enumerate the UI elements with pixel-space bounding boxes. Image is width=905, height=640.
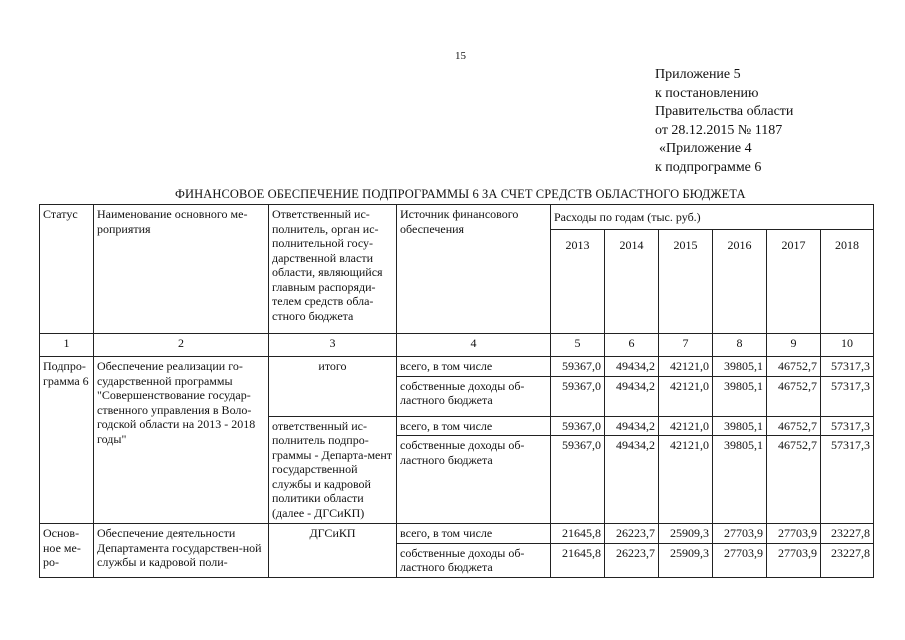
value-cell: 26223,7 [605, 524, 659, 544]
column-number: 1 [40, 334, 94, 357]
column-number: 2 [94, 334, 269, 357]
value-cell: 46752,7 [767, 357, 821, 377]
column-number: 7 [659, 334, 713, 357]
source-cell: всего, в том числе [397, 416, 551, 436]
value-cell: 23227,8 [821, 524, 874, 544]
value-cell: 27703,9 [767, 543, 821, 577]
source-cell: собственные доходы об-ластного бюджета [397, 376, 551, 416]
value-cell: 57317,3 [821, 376, 874, 416]
appendix-note [655, 66, 793, 177]
value-cell: 39805,1 [713, 416, 767, 436]
responsible-cell: ответственный ис-полнитель подпро-граммы - Департа-мент государственной службы и кадровой политики области (далее - ДГСиКП) [269, 416, 397, 524]
status-cell: Подпро-грамма 6 [40, 357, 94, 524]
value-cell: 42121,0 [659, 436, 713, 524]
column-number: 9 [767, 334, 821, 357]
header-year: 2017 [767, 230, 821, 334]
value-cell: 59367,0 [551, 416, 605, 436]
header-expenses: Расходы по годам (тыс. руб.) [551, 205, 874, 230]
column-number-row [40, 334, 874, 357]
header-measure: Наименование основного ме-роприятия [94, 205, 269, 334]
appendix-line: к подпрограмме 6 [655, 159, 762, 175]
value-cell: 49434,2 [605, 436, 659, 524]
value-cell: 39805,1 [713, 376, 767, 416]
header-year: 2016 [713, 230, 767, 334]
measure-cell: Обеспечение реализации го-сударственной программы "Совершенствование государ-ственного управления в Воло-годской области на 2013 - 2018 годы" [94, 357, 269, 524]
value-cell: 59367,0 [551, 376, 605, 416]
header-year: 2013 [551, 230, 605, 334]
column-number: 5 [551, 334, 605, 357]
value-cell: 27703,9 [767, 524, 821, 544]
value-cell: 49434,2 [605, 376, 659, 416]
value-cell: 42121,0 [659, 416, 713, 436]
source-cell: всего, в том числе [397, 524, 551, 544]
appendix-line: к постановлению [655, 85, 759, 101]
value-cell: 46752,7 [767, 376, 821, 416]
column-number: 10 [821, 334, 874, 357]
column-number: 4 [397, 334, 551, 357]
value-cell: 27703,9 [713, 524, 767, 544]
header-year: 2014 [605, 230, 659, 334]
source-cell: всего, в том числе [397, 357, 551, 377]
source-cell: собственные доходы об-ластного бюджета [397, 436, 551, 524]
column-number: 6 [605, 334, 659, 357]
value-cell: 26223,7 [605, 543, 659, 577]
value-cell: 42121,0 [659, 357, 713, 377]
value-cell: 57317,3 [821, 357, 874, 377]
value-cell: 27703,9 [713, 543, 767, 577]
appendix-line: от 28.12.2015 № 1187 [655, 122, 783, 138]
page-number: 15 [455, 50, 466, 62]
value-cell: 46752,7 [767, 436, 821, 524]
responsible-cell: итого [269, 357, 397, 417]
value-cell: 42121,0 [659, 376, 713, 416]
value-cell: 25909,3 [659, 543, 713, 577]
table-row [40, 357, 874, 377]
value-cell: 25909,3 [659, 524, 713, 544]
value-cell: 59367,0 [551, 436, 605, 524]
header-year: 2015 [659, 230, 713, 334]
appendix-line: Правительства области [655, 104, 794, 119]
table-row [40, 524, 874, 544]
measure-cell: Обеспечение деятельности Департамента государствен-ной службы и кадровой поли- [94, 524, 269, 578]
header-source: Источник финансового обеспечения [397, 205, 551, 334]
status-cell: Основ-ное ме-ро- [40, 524, 94, 578]
column-number: 3 [269, 334, 397, 357]
column-number: 8 [713, 334, 767, 357]
header-responsible: Ответственный ис-полнитель, орган ис-полнительной госу-дарственной власти области, являющийся главным распоряди-телем средств обла-стного бюджета [269, 205, 397, 334]
header-row [40, 205, 874, 230]
value-cell: 21645,8 [551, 543, 605, 577]
appendix-line: Приложение 5 [655, 67, 741, 82]
value-cell: 49434,2 [605, 357, 659, 377]
financing-table [39, 204, 874, 578]
appendix-line: «Приложение 4 [659, 141, 752, 156]
document-title: ФИНАНСОВОЕ ОБЕСПЕЧЕНИЕ ПОДПРОГРАММЫ 6 ЗА СЧЕТ СРЕДСТВ ОБЛАСТНОГО БЮДЖЕТА [175, 187, 746, 201]
value-cell: 46752,7 [767, 416, 821, 436]
value-cell: 57317,3 [821, 416, 874, 436]
header-year: 2018 [821, 230, 874, 334]
value-cell: 49434,2 [605, 416, 659, 436]
value-cell: 39805,1 [713, 357, 767, 377]
value-cell: 39805,1 [713, 436, 767, 524]
responsible-cell: ДГСиКП [269, 524, 397, 578]
value-cell: 23227,8 [821, 543, 874, 577]
value-cell: 21645,8 [551, 524, 605, 544]
source-cell: собственные доходы об-ластного бюджета [397, 543, 551, 577]
header-status: Статус [40, 205, 94, 334]
value-cell: 59367,0 [551, 357, 605, 377]
value-cell: 57317,3 [821, 436, 874, 524]
